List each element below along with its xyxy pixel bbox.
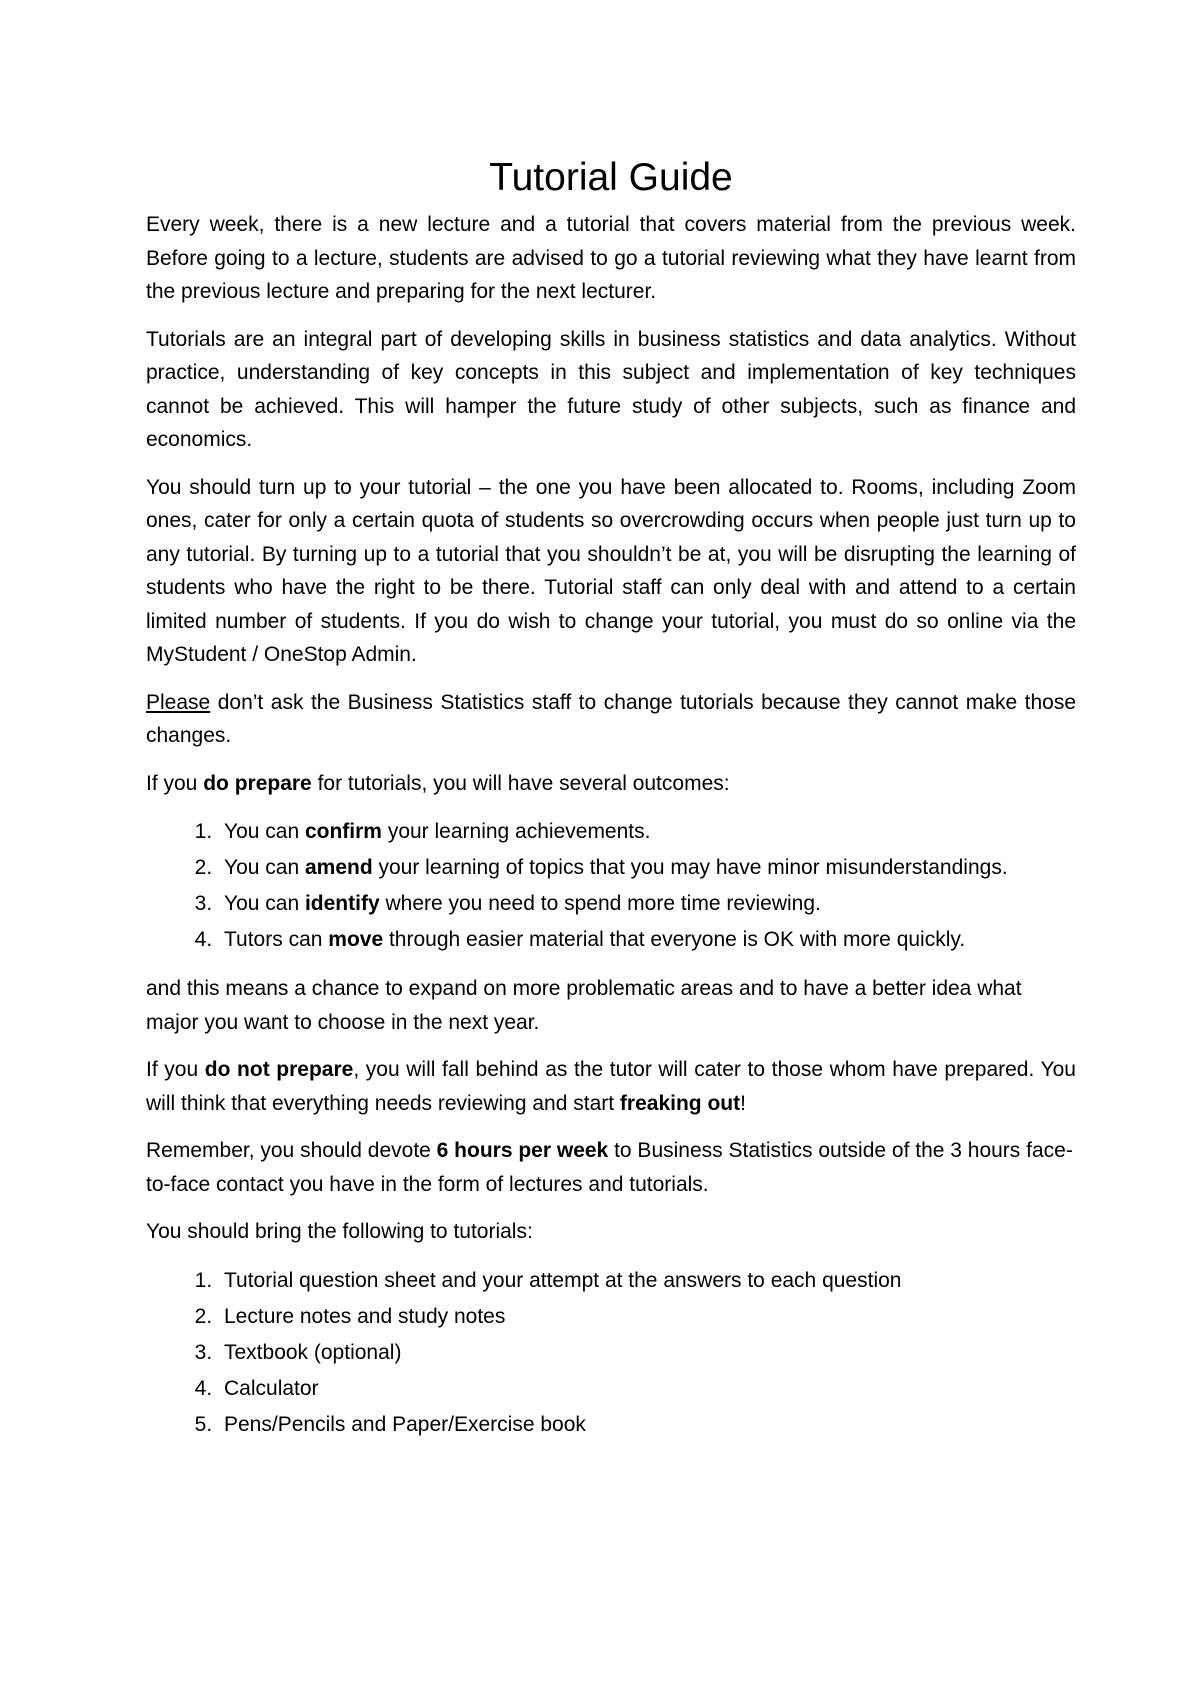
hours-paragraph xyxy=(146,1134,1076,1201)
outcome-bold: identify xyxy=(304,892,380,915)
prepare-text-before: If you xyxy=(146,771,204,795)
outcome-text: You can xyxy=(224,820,305,843)
outcome-text: where you need to spend more time reviewing. xyxy=(379,892,821,915)
prepare-bold: do prepare xyxy=(203,771,312,795)
list-item: 2. Lecture notes and study notes xyxy=(218,1299,1076,1335)
not-prepare-text: , you will fall behind as the tutor will cater to those whom have prepared. You will think that everything needs reviewing and start xyxy=(146,1058,1076,1115)
outcome-text: You can xyxy=(224,856,305,879)
not-prepare-paragraph xyxy=(146,1053,1076,1120)
outcome-text: your learning of topics that you may have minor misunderstandings. xyxy=(372,856,1008,879)
list-item: 5. Pens/Pencils and Paper/Exercise book xyxy=(218,1407,1076,1443)
outcome-text: Tutors can xyxy=(224,928,329,951)
please-emphasis: Please xyxy=(146,690,211,714)
list-item: 1. Tutorial question sheet and your attempt at the answers to each question xyxy=(218,1263,1076,1299)
page-title: Tutorial Guide xyxy=(489,156,733,199)
outcome-bold: amend xyxy=(304,856,373,879)
list-item: 3. Textbook (optional) xyxy=(218,1335,1076,1371)
bring-intro-paragraph: You should bring the following to tutorials: xyxy=(146,1220,533,1243)
list-item xyxy=(218,850,1076,886)
not-prepare-bold: do not prepare xyxy=(204,1058,354,1081)
outcome-bold: move xyxy=(328,928,384,951)
not-prepare-text: ! xyxy=(740,1091,746,1115)
staff-note-paragraph xyxy=(146,686,1076,753)
outcomes-list xyxy=(146,814,1076,958)
prepare-paragraph xyxy=(146,767,1076,801)
list-item xyxy=(218,886,1076,922)
not-prepare-text: If you xyxy=(146,1058,205,1081)
prepare-text-after: for tutorials, you will have several outcomes: xyxy=(311,771,730,795)
allocation-paragraph: You should turn up to your tutorial – the one you have been allocated to. Rooms, including Zoom ones, cater for only a certain quota of students so overcrowding occurs when people just turn up to any tutorial. By turning up to a tutorial that you shouldn’t be at, you will be disrupting the learning of students who have the right to be there. Tutorial staff can only deal with and attend to a certain limited number of students. If you do wish to change your tutorial, you must do so online via the MyStudent / OneStop Admin. xyxy=(146,475,1076,666)
outcome-bold: confirm xyxy=(304,820,382,843)
hours-text: to Business Statistics outside of the 3 hours face-to-face contact you have in the form of lectures and tutorials. xyxy=(146,1139,1073,1196)
outcomes-followup-paragraph: and this means a chance to expand on more problematic areas and to have a better idea what major you want to choose in the next year. xyxy=(146,977,1022,1034)
bring-list xyxy=(146,1263,1076,1443)
intro-paragraph: Every week, there is a new lecture and a tutorial that covers material from the previous week. Before going to a lecture, students are advised to go a tutorial reviewing what they have learnt from the previous lecture and preparing for the next lecturer. xyxy=(146,213,1076,303)
list-item xyxy=(218,814,1076,850)
list-item xyxy=(218,922,1076,958)
document-body xyxy=(146,150,1076,1457)
list-item: 4. Calculator xyxy=(218,1371,1076,1407)
outcome-text: your learning achievements. xyxy=(381,820,651,843)
outcome-text: You can xyxy=(224,892,305,915)
staff-note-text: don’t ask the Business Statistics staff to change tutorials because they cannot make those changes. xyxy=(146,690,1076,747)
outcome-text: through easier material that everyone is OK with more quickly. xyxy=(383,928,966,951)
freaking-out-bold: freaking out xyxy=(619,1091,741,1115)
hours-bold: 6 hours per week xyxy=(436,1139,609,1162)
importance-paragraph: Tutorials are an integral part of developing skills in business statistics and data analytics. Without practice, understanding of key concepts in this subject and implementation of key techniques cannot be achieved. This will hamper the future study of other subjects, such as finance and economics. xyxy=(146,327,1076,451)
hours-text: Remember, you should devote xyxy=(146,1139,437,1162)
